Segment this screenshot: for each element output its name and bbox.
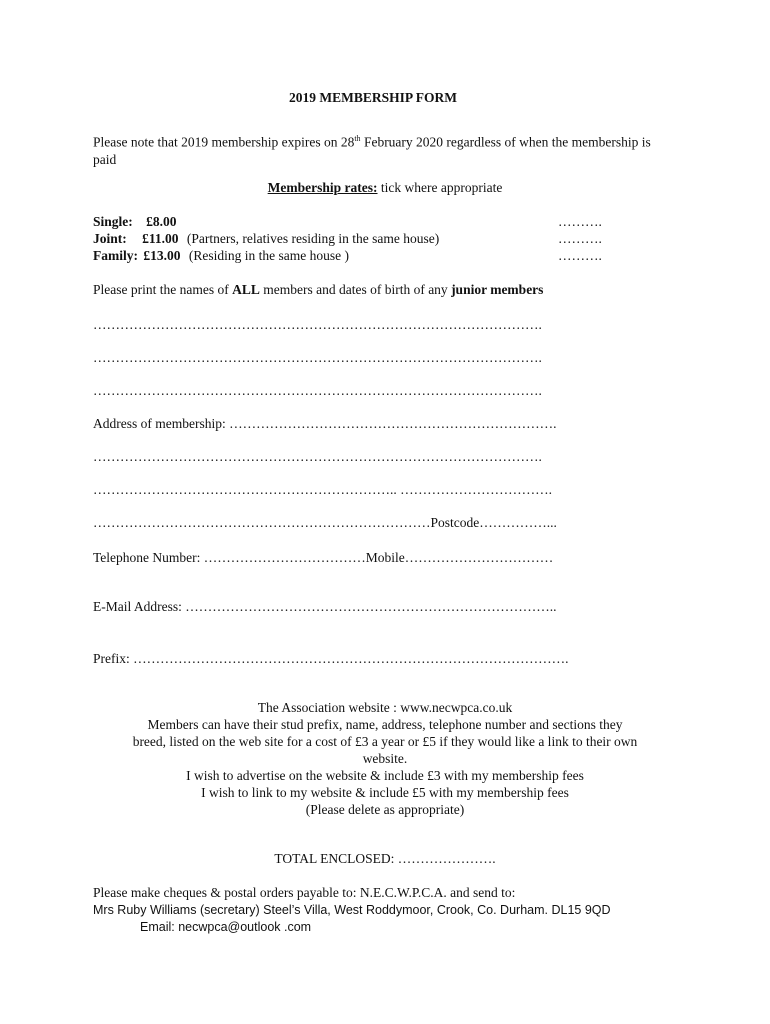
rate-single-price: £8.00 <box>146 214 177 229</box>
payment-instruction: Please make cheques & postal orders payable to: N.E.C.W.P.C.A. and send to: <box>93 885 516 900</box>
total-enclosed-field[interactable]: TOTAL ENCLOSED: …………………. <box>274 851 496 866</box>
website-info: breed, listed on the web site for a cost of £3 a year or £5 if they would like a link to their own <box>132 734 638 749</box>
expiry-note-end: February 2020 regardless of when the membership is paid <box>93 134 651 167</box>
website-info: website. <box>362 751 408 766</box>
email-field[interactable]: E-Mail Address: ……………………………………………………………………….. <box>93 599 557 614</box>
postcode-field[interactable]: …………………………………………………………………Postcode……………... <box>93 515 557 530</box>
prefix-field[interactable]: Prefix: ……………………………………………………………………………………. <box>93 651 569 666</box>
rates-heading <box>0 180 770 196</box>
rate-joint <box>93 231 439 247</box>
website-info: Members can have their stud prefix, name, address, telephone number and sections they <box>147 717 623 732</box>
contact-email: Email: necwpca@outlook .com <box>140 920 312 934</box>
delete-note: (Please delete as appropriate) <box>305 802 465 817</box>
rate-family-label: Family: <box>93 248 138 263</box>
rates-heading-tail: tick where appropriate <box>377 180 503 195</box>
telephone-field[interactable]: Telephone Number: ………………………………Mobile…………………………… <box>93 550 554 565</box>
rates-heading-label: Membership rates: <box>267 180 378 195</box>
link-option[interactable]: I wish to link to my website & include £5 with my membership fees <box>201 785 569 800</box>
secretary-address: Mrs Ruby Williams (secretary) Steel’s Villa, West Roddymoor, Crook, Co. Durham. DL15 9QD <box>93 903 611 917</box>
advertise-option[interactable]: I wish to advertise on the website & include £3 with my membership fees <box>186 768 584 783</box>
print-names-start: Please print the names of <box>93 282 233 297</box>
rate-single-tick[interactable]: ………. <box>558 214 602 229</box>
rate-family-desc: (Residing in the same house ) <box>188 248 349 263</box>
rate-single-label: Single: <box>93 214 133 229</box>
rate-joint-desc: (Partners, relatives residing in the same house) <box>186 231 440 246</box>
rate-family-price: £13.00 <box>143 248 181 263</box>
form-title: 2019 MEMBERSHIP FORM <box>289 90 457 105</box>
rate-family <box>93 248 349 264</box>
address-field[interactable]: Address of membership: ………………………………………………………………. <box>93 416 557 431</box>
rate-joint-label: Joint: <box>93 231 127 246</box>
rate-family-tick[interactable]: ………. <box>558 248 602 263</box>
address-line-3[interactable]: ………………………………………………………….. ……………………………. <box>93 482 552 497</box>
print-names-junior: junior members <box>451 282 544 297</box>
print-names-middle: members and dates of birth of any <box>259 282 452 297</box>
member-name-line[interactable]: ………………………………………………………………………………………. <box>93 383 542 398</box>
rate-joint-price: £11.00 <box>142 231 179 246</box>
address-line-2[interactable]: ………………………………………………………………………………………. <box>93 449 542 464</box>
member-name-line[interactable]: ………………………………………………………………………………………. <box>93 350 542 365</box>
rate-single <box>93 214 177 230</box>
rate-joint-tick[interactable]: ………. <box>558 231 602 246</box>
member-name-line[interactable]: ………………………………………………………………………………………. <box>93 317 542 332</box>
website-line: The Association website : www.necwpca.co.uk <box>257 700 513 715</box>
print-names-all: ALL <box>232 282 260 297</box>
expiry-note <box>93 130 653 168</box>
print-names-instruction <box>93 282 543 298</box>
expiry-note-start: Please note that 2019 membership expires on 28 <box>93 134 355 150</box>
expiry-note-superscript: th <box>354 134 361 143</box>
